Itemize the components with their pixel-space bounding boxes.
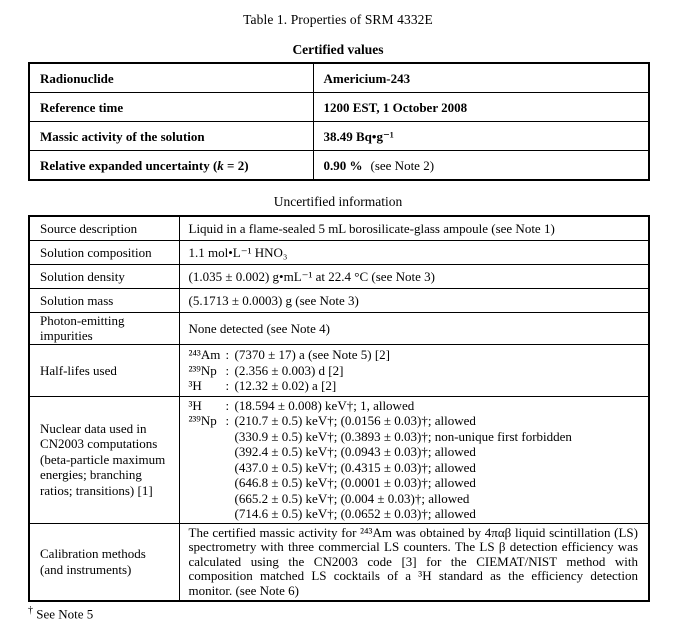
table-row-source-description	[29, 216, 649, 241]
isotope-label: ³H	[188, 397, 202, 413]
row-label: Massic activity of the solution	[29, 122, 313, 151]
row-value: The certified massic activity for ²⁴³Am was obtained by 4παβ liquid scintillation (LS) spectrometry with three commercial LS counters. The LS β detection efficiency was calculated using the CN2003 code [3] for the CIEMAT/NIST method with composition matched LS cocktails of a ³H standard as the efficiency detection monitor. (see Note 6)	[179, 523, 649, 601]
half-life-value: (12.32 ± 0.02) a [2]	[234, 378, 337, 393]
row-value: 38.49 Bq•g⁻¹	[313, 122, 649, 151]
half-life-value: (7370 ± 17) a (see Note 5) [2]	[234, 347, 390, 362]
separator: :	[225, 397, 230, 413]
nuclear-data-value: (437.0 ± 0.5) keV†; (0.4315 ± 0.03)†; allowed	[234, 459, 476, 475]
nuclear-data-value: (392.4 ± 0.5) keV†; (0.0943 ± 0.03)†; allowed	[234, 444, 476, 459]
label-text: Relative expanded uncertainty (	[40, 157, 218, 173]
label-text: = 2)	[223, 157, 249, 173]
separator: :	[225, 347, 230, 362]
row-label: Radionuclide	[29, 63, 313, 93]
half-life-value: (2.356 ± 0.003) d [2]	[234, 362, 344, 378]
nuclear-data-value: (210.7 ± 0.5) keV†; (0.0156 ± 0.03)†; allowed	[234, 413, 476, 428]
uncertified-information-heading: Uncertified information	[273, 194, 403, 209]
dagger-icon: †	[28, 605, 33, 617]
row-label: Photon-emitting impurities	[29, 313, 179, 345]
half-life-line	[189, 347, 639, 363]
table-row-solution-composition	[29, 241, 649, 265]
nuclear-data-line	[189, 429, 639, 445]
row-label: Reference time	[29, 93, 313, 122]
isotope-label: ²⁴³Am	[188, 347, 221, 362]
table-row-radionuclide	[29, 63, 649, 93]
table-row-calibration-methods	[29, 523, 649, 601]
row-label: Calibration methods (and instruments)	[29, 523, 179, 601]
isotope-label: ³H	[188, 378, 202, 393]
row-label: Solution density	[29, 265, 179, 289]
nuclear-data-line	[189, 475, 639, 491]
row-value	[179, 345, 649, 397]
row-label: Half-lifes used	[29, 345, 179, 397]
row-value: Liquid in a flame-sealed 5 mL borosilicate-glass ampoule (see Note 1)	[179, 216, 649, 241]
table-row-massic-activity	[29, 122, 649, 151]
row-label: Solution mass	[29, 289, 179, 313]
nuclear-data-line	[189, 444, 639, 460]
table-row-half-lifes-used	[29, 345, 649, 397]
certified-values-table	[28, 62, 650, 181]
nuclear-data-value: (646.8 ± 0.5) keV†; (0.0001 ± 0.03)†; allowed	[234, 475, 476, 490]
isotope-label: ²³⁹Np	[188, 362, 217, 378]
separator: :	[225, 362, 230, 378]
table-row-solution-density	[29, 265, 649, 289]
row-value: None detected (see Note 4)	[179, 313, 649, 345]
table-row-reference-time	[29, 93, 649, 122]
nuclear-data-line	[189, 491, 639, 507]
half-life-line	[189, 378, 639, 394]
row-value: 1200 EST, 1 October 2008	[313, 93, 649, 122]
row-label: Solution composition	[29, 241, 179, 265]
nuclear-data-line	[189, 398, 639, 414]
table-row-expanded-uncertainty	[29, 151, 649, 181]
nuclear-data-line	[189, 506, 639, 522]
value-text: 0.90 %	[323, 157, 363, 173]
value-note: (see Note 2)	[370, 157, 435, 173]
row-value	[313, 151, 649, 181]
row-label	[29, 151, 313, 181]
row-value: Americium-243	[313, 63, 649, 93]
table-title: Table 1. Properties of SRM 4332E	[243, 12, 433, 27]
row-label: Source description	[29, 216, 179, 241]
label-variable-k: k	[217, 157, 224, 173]
nuclear-data-value: (665.2 ± 0.5) keV†; (0.004 ± 0.03)†; allowed	[234, 490, 470, 506]
table-row-nuclear-data	[29, 396, 649, 523]
table-row-photon-emitting-impurities	[29, 313, 649, 345]
nuclear-data-line	[189, 460, 639, 476]
table-row-solution-mass	[29, 289, 649, 313]
half-life-line	[189, 363, 639, 379]
separator: :	[225, 378, 230, 393]
row-value: (1.035 ± 0.002) g•mL⁻¹ at 22.4 °C (see Note 3)	[179, 265, 649, 289]
row-value: 1.1 mol•L⁻¹ HNO₃	[179, 241, 649, 265]
nuclear-data-value: (330.9 ± 0.5) keV†; (0.3893 ± 0.03)†; non-unique first forbidden	[234, 428, 572, 444]
row-value	[179, 396, 649, 523]
certified-values-heading: Certified values	[292, 42, 384, 57]
nuclear-data-line	[189, 413, 639, 429]
nuclear-data-value: (18.594 ± 0.008) keV†; 1, allowed	[234, 397, 415, 413]
row-value: (5.1713 ± 0.0003) g (see Note 3)	[179, 289, 649, 313]
uncertified-information-table	[28, 215, 650, 602]
nuclear-data-value: (714.6 ± 0.5) keV†; (0.0652 ± 0.03)†; allowed	[234, 506, 476, 521]
footnote	[28, 605, 676, 622]
row-label: Nuclear data used in CN2003 computations (beta-particle maximum energies; branching ratios; transitions) [1]	[29, 396, 179, 523]
separator: :	[225, 413, 230, 428]
isotope-label: ²³⁹Np	[188, 413, 217, 428]
footnote-text: See Note 5	[33, 606, 94, 622]
